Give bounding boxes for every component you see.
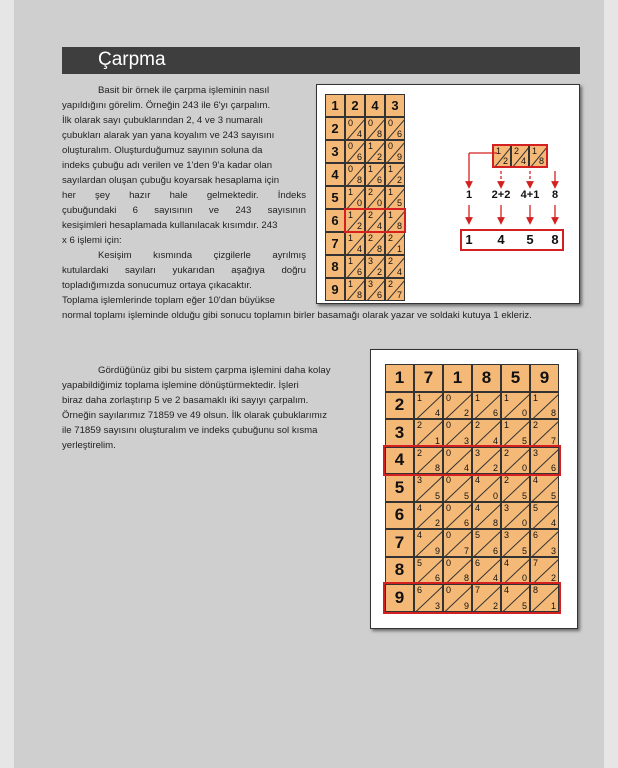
index-rod-cell: 2 bbox=[385, 392, 414, 420]
lattice-cell bbox=[472, 502, 501, 530]
lattice-tens-digit: 0 bbox=[446, 475, 452, 485]
lattice-units-digit: 9 bbox=[463, 600, 469, 611]
paragraph-1-line: her şey hazır hale gelmektedir. İndeks bbox=[62, 190, 306, 201]
lattice-cell bbox=[443, 502, 472, 530]
paragraph-1-line: topladığımızda sonucumuz ortaya çıkacaktır. bbox=[62, 280, 252, 291]
paragraph-1-line: Kesişim kısmında çizgilerle ayrılmış bbox=[98, 250, 306, 261]
lattice-cell bbox=[414, 392, 443, 420]
lattice-cell bbox=[443, 529, 472, 557]
lattice-cell bbox=[530, 557, 559, 585]
index-rod-cell: 9 bbox=[325, 278, 345, 301]
lattice-units-digit: 2 bbox=[376, 152, 382, 162]
paragraph-2-line: biraz daha zorlaştırıp 5 ve 2 basamaklı iki sayıyı çarpalım. bbox=[62, 395, 309, 406]
lattice-units-digit: 0 bbox=[521, 408, 527, 418]
lattice-tens-digit: 2 bbox=[417, 420, 423, 430]
paragraph-1-line: x 6 işlemi için: bbox=[62, 235, 122, 246]
lattice-tens-digit: 4 bbox=[504, 557, 510, 568]
lattice-cell bbox=[443, 419, 472, 447]
lattice-tens-digit: 0 bbox=[368, 118, 374, 128]
lattice-cell bbox=[443, 557, 472, 585]
lattice-tens-digit: 6 bbox=[475, 557, 481, 568]
lattice-units-digit: 4 bbox=[492, 435, 498, 446]
result-digit: 1 bbox=[465, 232, 473, 247]
lattice-units-digit: 2 bbox=[396, 175, 402, 185]
lattice-tens-digit: 1 bbox=[504, 420, 510, 430]
highlight-row-box bbox=[383, 445, 561, 477]
index-rod-cell: 4 bbox=[385, 447, 414, 475]
index-rod-cell: 5 bbox=[385, 474, 414, 502]
lattice-units-digit: 6 bbox=[376, 175, 382, 185]
index-rod-cell: 7 bbox=[325, 232, 345, 255]
section-title: Çarpma bbox=[98, 49, 166, 70]
lattice-tens-digit: 1 bbox=[417, 392, 423, 403]
rod-header: 3 bbox=[385, 94, 405, 117]
lattice-tens-digit: 4 bbox=[417, 502, 423, 513]
lattice-cell bbox=[501, 392, 530, 420]
paragraph-2-line: ile 71859 sayısını oluşturalım ve indeks çubuğunu sol kısma bbox=[62, 425, 318, 436]
lattice-tens-digit: 5 bbox=[533, 502, 539, 513]
lattice-tens-digit: 2 bbox=[504, 447, 510, 458]
page-margin-right bbox=[604, 0, 618, 768]
lattice-tens-digit: 3 bbox=[475, 447, 481, 458]
lattice-units-digit: 5 bbox=[521, 545, 527, 556]
rod-header: 8 bbox=[472, 364, 501, 392]
index-rod-cell: 5 bbox=[325, 186, 345, 209]
lattice-units-digit: 3 bbox=[434, 600, 440, 611]
index-rod-cell: 4 bbox=[325, 163, 345, 186]
lattice-cell bbox=[501, 419, 530, 447]
index-rod-cell: 6 bbox=[385, 502, 414, 530]
rod-header: 9 bbox=[530, 364, 559, 392]
lattice-tens-digit: 0 bbox=[446, 530, 452, 540]
lattice-units-digit: 8 bbox=[463, 573, 469, 583]
lattice-tens-digit: 2 bbox=[514, 146, 520, 156]
lattice-tens-digit: 5 bbox=[475, 530, 481, 540]
lattice-units-digit: 6 bbox=[356, 152, 362, 162]
paragraph-2-line: Gördüğünüz gibi bu sistem çarpma işlemini daha kolay bbox=[98, 365, 331, 376]
index-rod-cell: 8 bbox=[325, 255, 345, 278]
lattice-tens-digit: 1 bbox=[533, 392, 539, 403]
lattice-units-digit: 7 bbox=[550, 435, 556, 446]
lattice-tens-digit: 0 bbox=[446, 392, 452, 403]
rod-header: 5 bbox=[501, 364, 530, 392]
lattice-units-digit: 2 bbox=[434, 518, 440, 528]
lattice-units-digit: 8 bbox=[396, 221, 402, 231]
lattice-tens-digit: 1 bbox=[496, 146, 502, 156]
rod-header: 4 bbox=[365, 94, 385, 117]
paragraph-1-continuation: normal toplamı işleminde olduğu gibi sonucu toplamın birler basamağı olarak yazar ve soldaki kutuya 1 ekleriz. bbox=[62, 310, 532, 321]
lattice-tens-digit: 4 bbox=[475, 502, 481, 513]
lattice-tens-digit: 3 bbox=[417, 475, 423, 485]
lattice-tens-digit: 4 bbox=[504, 585, 510, 595]
lattice-units-digit: 4 bbox=[492, 573, 498, 583]
lattice-units-digit: 0 bbox=[521, 518, 527, 528]
lattice-units-digit: 2 bbox=[356, 221, 362, 231]
lattice-units-digit: 0 bbox=[521, 573, 527, 583]
lattice-tens-digit: 0 bbox=[348, 118, 354, 128]
paragraph-1-line: çubukları alarak yan yana koyalım ve 243 sayısını bbox=[62, 130, 275, 141]
rod-header: 1 bbox=[443, 364, 472, 392]
lattice-units-digit: 0 bbox=[376, 198, 382, 208]
lattice-tens-digit: 1 bbox=[388, 210, 394, 220]
lattice-units-digit: 8 bbox=[492, 518, 498, 528]
lattice-tens-digit: 1 bbox=[532, 146, 538, 156]
index-rod-cell: 7 bbox=[385, 529, 414, 557]
lattice-tens-digit: 2 bbox=[388, 279, 394, 289]
lattice-cell bbox=[530, 419, 559, 447]
lattice-tens-digit: 3 bbox=[504, 502, 510, 513]
lattice-tens-digit: 3 bbox=[504, 530, 510, 540]
lattice-units-digit: 2 bbox=[492, 600, 498, 611]
paragraph-2-line: yapabildiğimiz toplama işlemine dönüştürmektedir. İşleri bbox=[62, 380, 299, 391]
lattice-tens-digit: 1 bbox=[368, 164, 374, 174]
paragraph-1-line: Basit bir örnek ile çarpma işleminin nasıl bbox=[98, 85, 270, 96]
lattice-cell bbox=[414, 502, 443, 530]
lattice-tens-digit: 8 bbox=[533, 585, 539, 595]
paragraph-1-line: sayılardan oluşan çubuğu koyarsak hesaplama için bbox=[62, 175, 280, 186]
lattice-tens-digit: 1 bbox=[504, 392, 510, 403]
lattice-tens-digit: 1 bbox=[348, 210, 354, 220]
lattice-tens-digit: 2 bbox=[417, 447, 423, 458]
highlight-row-box bbox=[383, 582, 561, 614]
lattice-cell bbox=[472, 529, 501, 557]
paragraph-1-line: Toplama işlemlerinde toplam eğer 10'dan büyükse bbox=[62, 295, 276, 306]
section-title-bar bbox=[62, 47, 580, 74]
paragraph-1 bbox=[62, 83, 306, 308]
lattice-tens-digit: 1 bbox=[348, 187, 354, 197]
paragraph-1-line: İlk olarak sayı çubuklarından 2, 4 ve 3 numaralı bbox=[62, 115, 264, 126]
lattice-cell bbox=[501, 502, 530, 530]
lattice-units-digit: 4 bbox=[356, 244, 362, 254]
lattice-cell bbox=[501, 557, 530, 585]
paragraph-1-line: çubuğundaki 6 sayısının ve 243 sayısının bbox=[62, 205, 306, 216]
lattice-units-digit: 6 bbox=[434, 573, 440, 583]
paragraph-1-line: yapıldığını görelim. Örneğin 243 ile 6'yı çarpalım. bbox=[62, 100, 271, 111]
lattice-units-digit: 8 bbox=[538, 156, 544, 166]
lattice-cell bbox=[414, 419, 443, 447]
lattice-units-digit: 8 bbox=[356, 290, 362, 300]
lattice-cell bbox=[443, 474, 472, 502]
lattice-units-digit: 6 bbox=[492, 408, 498, 418]
lattice-units-digit: 2 bbox=[492, 463, 498, 473]
lattice-tens-digit: 1 bbox=[388, 187, 394, 197]
lattice-cell bbox=[530, 502, 559, 530]
paragraph-2 bbox=[62, 363, 360, 453]
lattice-tens-digit: 7 bbox=[533, 557, 539, 568]
paragraph-2-line: yerleştirelim. bbox=[62, 440, 116, 451]
lattice-units-digit: 5 bbox=[396, 198, 402, 208]
lattice-tens-digit: 7 bbox=[475, 585, 481, 595]
lattice-units-digit: 0 bbox=[521, 463, 527, 473]
lattice-units-digit: 0 bbox=[492, 490, 498, 501]
lattice-tens-digit: 0 bbox=[446, 502, 452, 513]
lattice-cell bbox=[414, 474, 443, 502]
lattice-cell bbox=[414, 529, 443, 557]
lattice-units-digit: 5 bbox=[521, 600, 527, 611]
lattice-cell bbox=[472, 419, 501, 447]
lattice-tens-digit: 1 bbox=[348, 256, 354, 266]
sum-label: 8 bbox=[551, 189, 559, 201]
lattice-units-digit: 6 bbox=[550, 463, 556, 473]
lattice-units-digit: 1 bbox=[434, 435, 440, 446]
lattice-units-digit: 7 bbox=[396, 290, 402, 300]
lattice-tens-digit: 0 bbox=[446, 420, 452, 430]
lattice-tens-digit: 2 bbox=[504, 475, 510, 485]
lattice-units-digit: 8 bbox=[376, 244, 382, 254]
index-rod-cell: 9 bbox=[385, 584, 414, 612]
lattice-tens-digit: 0 bbox=[446, 557, 452, 568]
figure-243-times-6 bbox=[316, 84, 580, 304]
paragraph-1-line: oluşturalım. Oluşturduğumuz sayının soluna da bbox=[62, 145, 263, 156]
lattice-units-digit: 5 bbox=[521, 435, 527, 446]
lattice-tens-digit: 1 bbox=[388, 164, 394, 174]
lattice-tens-digit: 6 bbox=[533, 530, 539, 540]
lattice-tens-digit: 1 bbox=[348, 233, 354, 243]
index-rod-cell: 2 bbox=[325, 117, 345, 140]
lattice-cell bbox=[501, 474, 530, 502]
lattice-tens-digit: 3 bbox=[533, 447, 539, 458]
lattice-tens-digit: 5 bbox=[417, 557, 423, 568]
lattice-tens-digit: 2 bbox=[368, 233, 374, 243]
result-digit: 5 bbox=[526, 232, 534, 247]
lattice-units-digit: 0 bbox=[356, 198, 362, 208]
lattice-cell bbox=[443, 392, 472, 420]
index-rod-header: 1 bbox=[385, 364, 414, 392]
lattice-units-digit: 5 bbox=[463, 490, 469, 501]
index-rod-cell: 6 bbox=[325, 209, 345, 232]
lattice-units-digit: 4 bbox=[356, 129, 362, 139]
lattice-cell bbox=[472, 557, 501, 585]
sum-label: 4+1 bbox=[520, 189, 540, 201]
lattice-units-digit: 9 bbox=[434, 545, 440, 556]
paragraph-2-line: Örneğin sayılarımız 71859 ve 49 olsun. İlk olarak çubuklarımız bbox=[62, 410, 328, 421]
lattice-units-digit: 1 bbox=[550, 600, 556, 611]
result-digit: 4 bbox=[497, 232, 505, 247]
lattice-units-digit: 6 bbox=[463, 518, 469, 528]
lattice-units-digit: 2 bbox=[502, 156, 508, 166]
lattice-units-digit: 2 bbox=[550, 573, 556, 583]
index-rod-cell: 8 bbox=[385, 557, 414, 585]
lattice-units-digit: 8 bbox=[550, 408, 556, 418]
lattice-tens-digit: 0 bbox=[388, 118, 394, 128]
lattice-tens-digit: 0 bbox=[446, 447, 452, 458]
lattice-tens-digit: 2 bbox=[475, 420, 481, 430]
lattice-units-digit: 9 bbox=[396, 152, 402, 162]
lattice-cell bbox=[414, 557, 443, 585]
result-digit: 8 bbox=[551, 232, 559, 247]
lattice-units-digit: 5 bbox=[550, 490, 556, 501]
lattice-units-digit: 6 bbox=[492, 545, 498, 556]
lattice-units-digit: 6 bbox=[396, 129, 402, 139]
lattice-units-digit: 6 bbox=[376, 290, 382, 300]
lattice-units-digit: 4 bbox=[463, 463, 469, 473]
lattice-tens-digit: 2 bbox=[533, 420, 539, 430]
lattice-cell bbox=[472, 392, 501, 420]
lattice-units-digit: 5 bbox=[434, 490, 440, 501]
lattice-cell bbox=[530, 392, 559, 420]
figure-71859-times-49 bbox=[370, 349, 578, 629]
lattice-tens-digit: 1 bbox=[348, 279, 354, 289]
lattice-units-digit: 3 bbox=[463, 435, 469, 446]
lattice-units-digit: 1 bbox=[396, 244, 402, 254]
paragraph-1-line: kesişimleri hesaplamada kullanılacak kısımdır. 243 bbox=[62, 220, 278, 231]
index-rod-header: 1 bbox=[325, 94, 345, 117]
lattice-units-digit: 4 bbox=[550, 518, 556, 528]
lattice-tens-digit: 1 bbox=[368, 141, 374, 151]
lattice-units-digit: 3 bbox=[550, 545, 556, 556]
lattice-units-digit: 6 bbox=[356, 267, 362, 277]
lattice-cell bbox=[501, 529, 530, 557]
lattice-tens-digit: 6 bbox=[417, 585, 423, 595]
lattice-tens-digit: 3 bbox=[368, 256, 374, 266]
paragraph-1-line: kutulardaki sayıları yukarıdan aşağıya doğru bbox=[62, 265, 306, 276]
lattice-units-digit: 4 bbox=[434, 408, 440, 418]
lattice-units-digit: 5 bbox=[521, 490, 527, 501]
lattice-tens-digit: 2 bbox=[368, 187, 374, 197]
lattice-cell bbox=[530, 529, 559, 557]
lattice-tens-digit: 2 bbox=[388, 233, 394, 243]
lattice-units-digit: 4 bbox=[520, 156, 526, 166]
lattice-units-digit: 2 bbox=[376, 267, 382, 277]
rod-header: 2 bbox=[345, 94, 365, 117]
lattice-tens-digit: 0 bbox=[348, 164, 354, 174]
lattice-tens-digit: 0 bbox=[388, 141, 394, 151]
lattice-tens-digit: 4 bbox=[417, 530, 423, 540]
lattice-cell bbox=[472, 474, 501, 502]
lattice-units-digit: 8 bbox=[434, 463, 440, 473]
lattice-units-digit: 8 bbox=[356, 175, 362, 185]
lattice-tens-digit: 0 bbox=[446, 585, 452, 595]
lattice-cell bbox=[530, 474, 559, 502]
index-rod-cell: 3 bbox=[325, 140, 345, 163]
rod-header: 7 bbox=[414, 364, 443, 392]
sum-label: 1 bbox=[465, 189, 473, 201]
page-margin-left bbox=[0, 0, 14, 768]
lattice-tens-digit: 2 bbox=[388, 256, 394, 266]
lattice-units-digit: 2 bbox=[463, 408, 469, 418]
lattice-tens-digit: 2 bbox=[368, 210, 374, 220]
lattice-tens-digit: 4 bbox=[533, 475, 539, 485]
lattice-units-digit: 7 bbox=[463, 545, 469, 556]
sum-label: 2+2 bbox=[491, 189, 511, 201]
lattice-tens-digit: 4 bbox=[475, 475, 481, 485]
lattice-units-digit: 4 bbox=[376, 221, 382, 231]
lattice-tens-digit: 3 bbox=[368, 279, 374, 289]
lattice-tens-digit: 0 bbox=[348, 141, 354, 151]
lattice-units-digit: 4 bbox=[396, 267, 402, 277]
lattice-units-digit: 8 bbox=[376, 129, 382, 139]
index-rod-cell: 3 bbox=[385, 419, 414, 447]
paragraph-1-line: indeks çubuğu adı verilen ve 1'den 9'a kadar olan bbox=[62, 160, 273, 171]
lattice-tens-digit: 1 bbox=[475, 392, 481, 403]
